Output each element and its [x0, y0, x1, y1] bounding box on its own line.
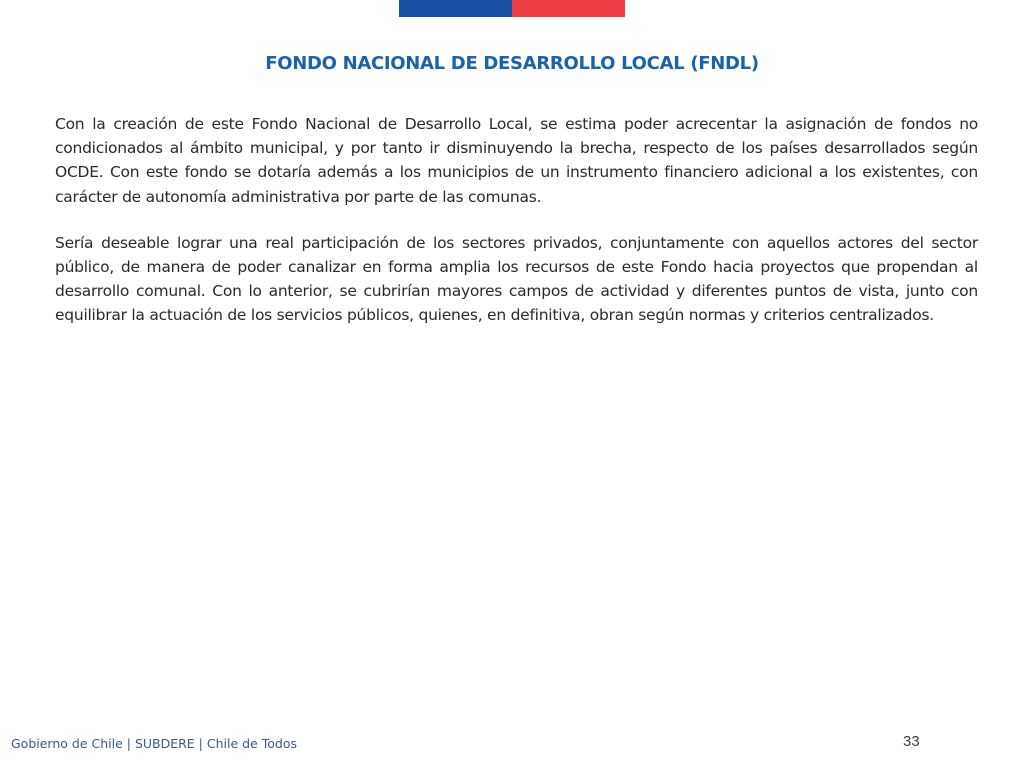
footer-text: Gobierno de Chile | SUBDERE | Chile de Todos — [11, 736, 297, 751]
paragraph-2: Sería deseable lograr una real participación de los sectores privados, conjuntamente con aquellos actores del sector público, de manera de poder canalizar en forma amplia los recursos de este Fondo hacia proyectos que propendan al desarrollo comunal. Con lo anterior, se cubrirían mayores campos de actividad y diferentes puntos de vista, junto con equilibrar la actuación de los servicios públicos, quienes, en definitiva, obran según normas y criterios centralizados. — [55, 233, 978, 325]
page-number: 33 — [903, 733, 920, 750]
body-content — [55, 112, 978, 350]
flag-bar — [399, 0, 625, 17]
paragraph-1: Con la creación de este Fondo Nacional de Desarrollo Local, se estima poder acrecentar la asignación de fondos no condicionados al ámbito municipal, y por tanto ir disminuyendo la brecha, respecto de los países desarrollados según OCDE. Con este fondo se dotaría además a los municipios de un instrumento financiero adicional a los existentes, con carácter de autonomía administrativa por parte de las comunas. — [55, 115, 978, 206]
page-title: FONDO NACIONAL DE DESARROLLO LOCAL (FNDL) — [265, 53, 759, 74]
flag-blue-segment — [399, 0, 512, 17]
flag-red-segment — [512, 0, 625, 17]
